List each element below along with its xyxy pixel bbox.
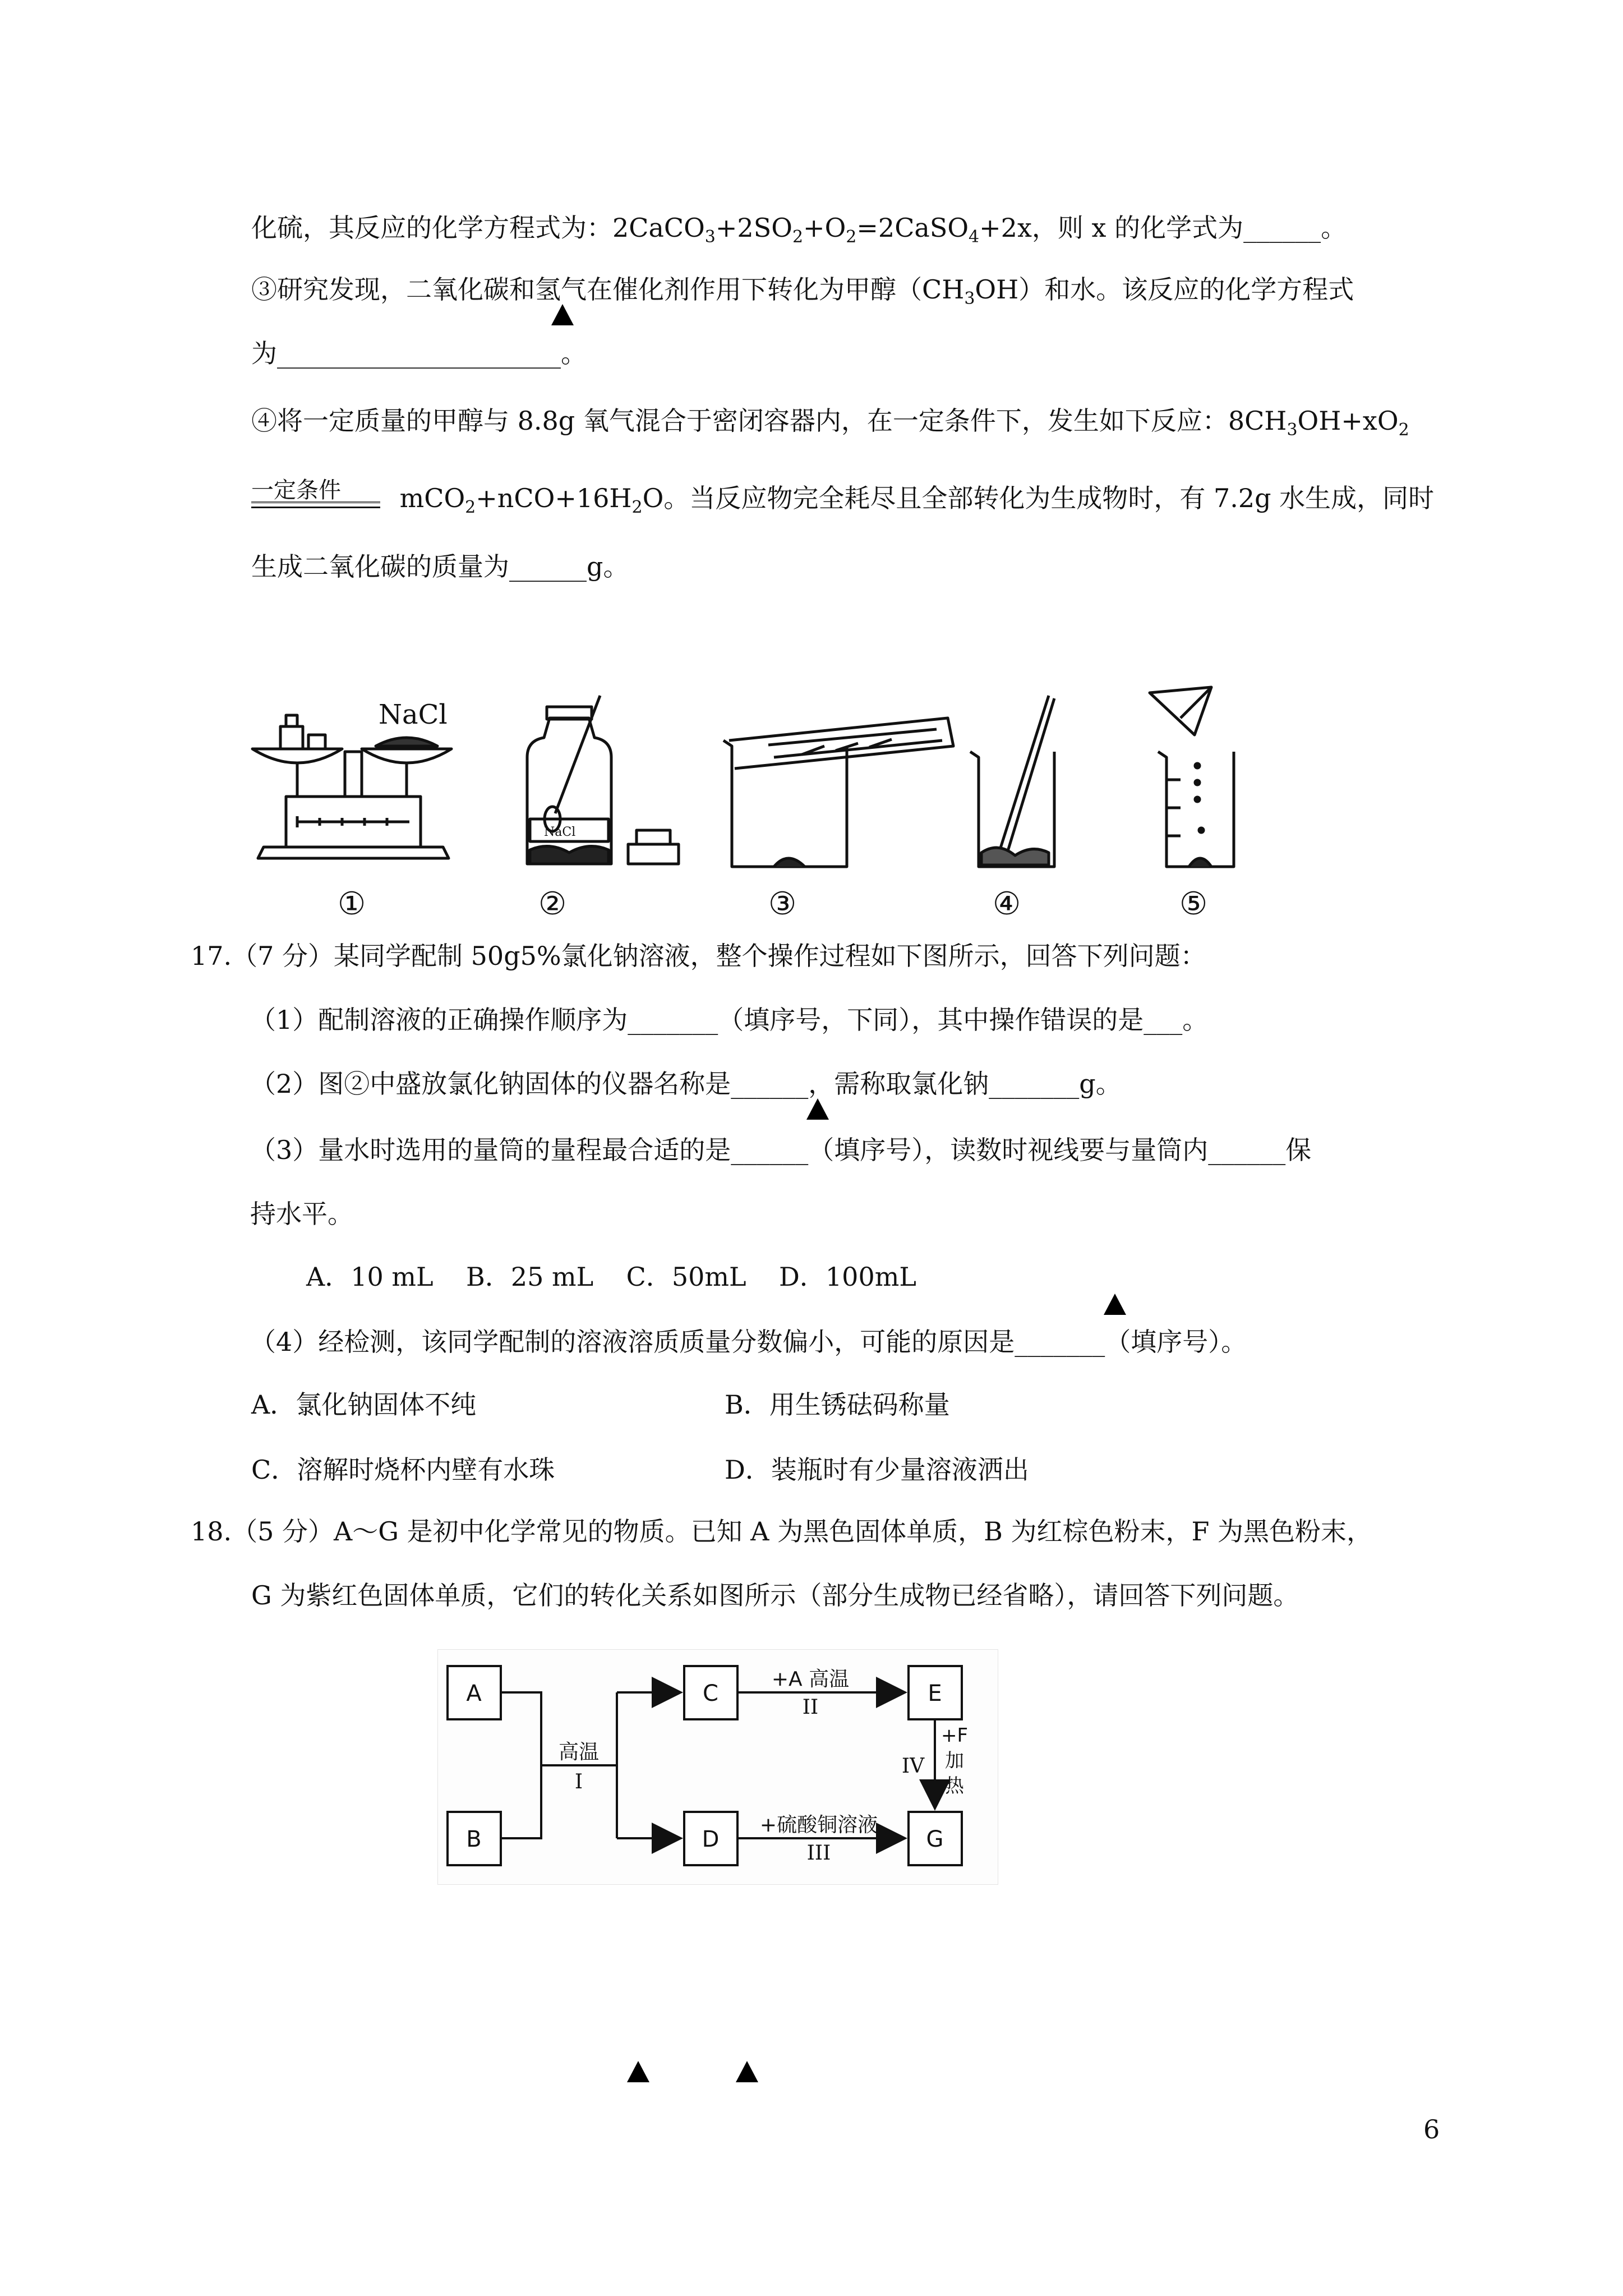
step1-condition: 高温 [558,1741,600,1764]
node-a-label: A [466,1681,482,1706]
q17-sub3-line1: （3）量水时选用的量筒的量程最合适的是______（填序号），读数时视线要与量筒内______保 [250,1135,1312,1165]
answer-marker-triangle [1104,1294,1126,1315]
step4-number: IV [901,1755,925,1778]
cylinder-pouring-icon [1150,687,1234,867]
q17-sub3-line2: 持水平。 [250,1199,353,1229]
step3-number: III [806,1842,831,1865]
node-e-label: E [928,1681,942,1706]
q16-part3-line2: 为______________________。 [251,338,587,369]
q17-option-d: D．装瓶时有少量溶液洒出 [725,1455,1029,1485]
beaker-stirring-icon [970,696,1054,867]
step3-condition: +硫酸铜溶液 [759,1814,878,1837]
node-d-label: D [702,1826,720,1852]
step2-number: II [802,1696,819,1719]
q18-stem-line1: 18.（5 分）A～G 是初中化学常见的物质。已知 A 为黑色固体单质，B 为红棕色粉末，F 为黑色粉末， [191,1516,1373,1547]
page-number: 6 [1423,2114,1440,2145]
q16-part4-line1: ④将一定质量的甲醇与 8.8g 氧气混合于密闭容器内，在一定条件下，发生如下反应：$8CH_3OH+xO_2$ [251,406,1409,440]
q17-sub2: （2）图②中盛放氯化钠固体的仪器名称是______，需称取氯化钠_______g。 [250,1069,1122,1099]
q16-line1: 化硫，其反应的化学方程式为：$2CaCO_3+2SO_2+O_2=2CaSO_4+2x$，则 x 的化学式为______。 [251,213,1347,247]
q17-sub4: （4）经检测，该同学配制的溶液溶质质量分数偏小，可能的原因是_______（填序号）。 [250,1327,1247,1357]
apparatus-number-4: ④ [993,886,1021,920]
step4-condition-heat-1: 加 [945,1750,964,1772]
q17-sub3-options: A．10 mL B．25 mL C．50mL D．100mL [306,1262,916,1292]
apparatus-number-5: ⑤ [1179,886,1208,920]
q17-option-c: C．溶解时烧杯内壁有水珠 [251,1455,555,1485]
answer-marker-triangle [806,1098,829,1120]
nacl-label: NaCl [379,699,448,730]
balance-icon [252,715,451,858]
node-g-label: G [926,1826,944,1852]
q16-part4-line2: 一定条件 $mCO_2+nCO+16H_2O$。当反应物完全耗尽且全部转化为生成物时，有 7.2g 水生成，同时 [251,482,1434,523]
answer-marker-triangle [736,2061,758,2082]
step2-condition: +A 高温 [771,1668,850,1691]
step4-condition-heat-2: 热 [945,1775,964,1797]
bottle-label: NaCl [544,825,576,839]
q17-option-a: A．氯化钠固体不纯 [251,1389,477,1420]
node-b-label: B [466,1826,482,1852]
step4-condition-reagent: +F [940,1724,969,1747]
conversion-flow-diagram [437,1649,998,1885]
q18-stem-line2: G 为紫红色固体单质，它们的转化关系如图所示（部分生成物已经省略），请回答下列问题。 [251,1580,1299,1611]
q16-part4-line3: 生成二氧化碳的质量为______g。 [251,551,629,582]
q17-option-b: B．用生锈砝码称量 [725,1389,950,1420]
node-c-label: C [703,1681,718,1706]
step1-number: I [574,1770,583,1793]
beaker-pouring-icon [723,718,953,867]
reaction-condition: 一定条件 [251,475,380,506]
answer-marker-triangle [627,2061,649,2082]
apparatus-number-2: ② [538,886,567,920]
q17-sub1: （1）配制溶液的正确操作顺序为_______（填序号，下同），其中操作错误的是___。 [250,1005,1209,1035]
solution-preparation-apparatus [241,684,1531,920]
answer-marker-triangle [551,304,574,325]
q17-stem: 17.（7 分）某同学配制 50g5%氯化钠溶液，整个操作过程如下图所示，回答下列问题： [191,941,1206,971]
q16-part3-line1: ③研究发现，二氧化碳和氢气在催化剂作用下转化为甲醇$(CH_3OH)$和水。该反应的化学方程式 [251,274,1354,309]
apparatus-number-1: ① [338,886,366,920]
apparatus-number-3: ③ [768,886,797,920]
